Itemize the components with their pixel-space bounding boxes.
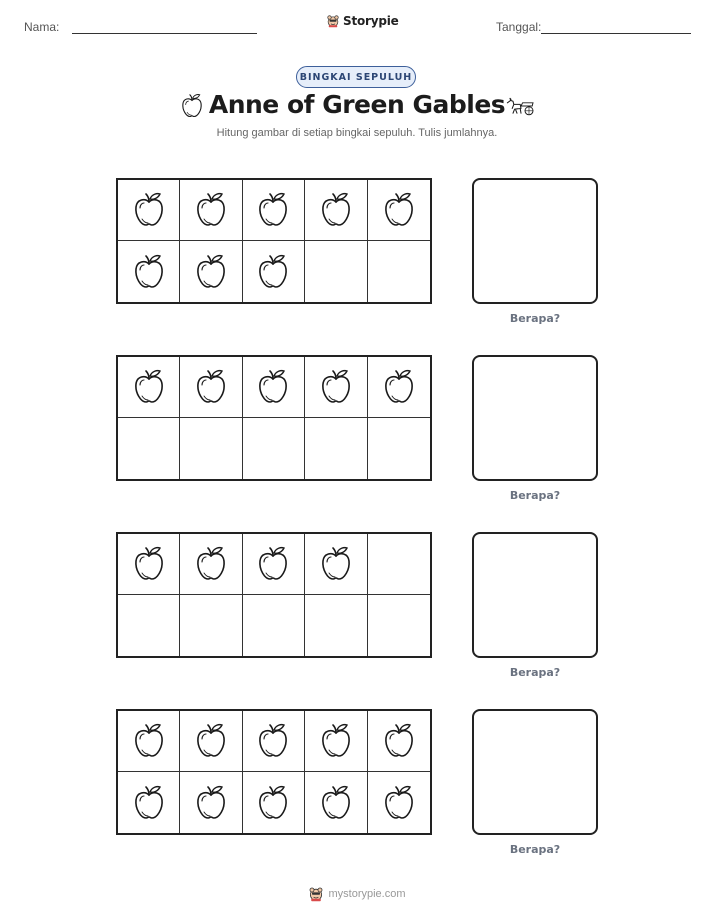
apple-icon [316, 190, 356, 230]
apple-icon [253, 367, 293, 407]
ten-frame-cell [118, 772, 180, 833]
ten-frame-cell [180, 241, 242, 302]
ten-frame-cell [243, 180, 305, 241]
apple-icon [129, 783, 169, 823]
apple-icon [129, 190, 169, 230]
page-title: Anne of Green Gables [208, 90, 506, 119]
ten-frame-cell [180, 772, 242, 833]
ten-frame-cell [305, 241, 367, 302]
ten-frame-cell [368, 180, 430, 241]
horse-cart-icon [505, 94, 537, 118]
apple-icon [316, 721, 356, 761]
answer-box[interactable] [472, 532, 598, 658]
ten-frame-cell [368, 534, 430, 595]
apple-icon [316, 783, 356, 823]
name-label: Nama: [24, 20, 60, 34]
ten-frame-cell [305, 418, 367, 479]
ten-frame-cell [243, 595, 305, 656]
ten-frame-cell [180, 534, 242, 595]
ten-frame-cell [305, 711, 367, 772]
ten-frame-cell [243, 534, 305, 595]
ten-frame-cell [180, 418, 242, 479]
apple-icon [316, 544, 356, 584]
answer-label: Berapa? [509, 312, 561, 325]
date-input-line[interactable] [541, 33, 691, 34]
ten-frame-cell [305, 772, 367, 833]
ten-frame-cell [180, 711, 242, 772]
apple-icon [191, 544, 231, 584]
ten-frame-cell [305, 180, 367, 241]
ten-frame [116, 709, 432, 835]
ten-frame [116, 178, 432, 304]
ten-frame-cell [243, 241, 305, 302]
apple-icon [253, 190, 293, 230]
answer-label: Berapa? [509, 666, 561, 679]
ten-frame-cell [368, 595, 430, 656]
ten-frame-cell [180, 595, 242, 656]
apple-icon [379, 721, 419, 761]
apple-icon [191, 252, 231, 292]
name-input-line[interactable] [72, 33, 257, 34]
ten-frame-cell [305, 595, 367, 656]
ten-frame-cell [243, 418, 305, 479]
apple-icon [253, 721, 293, 761]
ten-frame-cell [118, 180, 180, 241]
apple-icon [191, 721, 231, 761]
apple-icon [191, 783, 231, 823]
answer-label: Berapa? [509, 489, 561, 502]
instructions: Hitung gambar di setiap bingkai sepuluh. Tulis jumlahnya. [216, 127, 498, 139]
answer-box[interactable] [472, 709, 598, 835]
apple-icon [253, 252, 293, 292]
ten-frame-cell [118, 711, 180, 772]
apple-icon [253, 783, 293, 823]
apple-icon [379, 367, 419, 407]
ten-frame-cell [368, 418, 430, 479]
answer-box[interactable] [472, 355, 598, 481]
apple-icon [129, 252, 169, 292]
mascot-icon [326, 14, 340, 28]
brand-name: Storypie [343, 14, 399, 28]
ten-frame-cell [368, 241, 430, 302]
ten-frame-cell [305, 534, 367, 595]
apple-icon [316, 367, 356, 407]
apple-icon [379, 190, 419, 230]
apple-icon [129, 721, 169, 761]
footer-url: mystorypie.com [328, 888, 406, 900]
apple-icon [379, 783, 419, 823]
ten-frame-cell [243, 711, 305, 772]
ten-frame-cell [243, 357, 305, 418]
answer-label: Berapa? [509, 843, 561, 856]
apple-icon [191, 367, 231, 407]
mascot-icon [308, 886, 324, 902]
ten-frame-cell [368, 772, 430, 833]
ten-frame-cell [118, 534, 180, 595]
ten-frame-cell [368, 711, 430, 772]
footer [0, 886, 714, 902]
apple-icon [129, 544, 169, 584]
ten-frame-cell [118, 418, 180, 479]
ten-frame-cell [118, 357, 180, 418]
ten-frame-cell [243, 772, 305, 833]
apple-icon [191, 190, 231, 230]
ten-frame-cell [305, 357, 367, 418]
apple-icon [253, 544, 293, 584]
answer-box[interactable] [472, 178, 598, 304]
apple-icon [129, 367, 169, 407]
brand-logo [326, 14, 399, 28]
ten-frame-cell [368, 357, 430, 418]
ten-frame [116, 355, 432, 481]
ten-frame-cell [118, 595, 180, 656]
worksheet-type-badge: BINGKAI SEPULUH [296, 66, 416, 88]
ten-frame [116, 532, 432, 658]
ten-frame-cell [118, 241, 180, 302]
ten-frame-cell [180, 180, 242, 241]
ten-frame-cell [180, 357, 242, 418]
date-label: Tanggal: [496, 20, 542, 34]
